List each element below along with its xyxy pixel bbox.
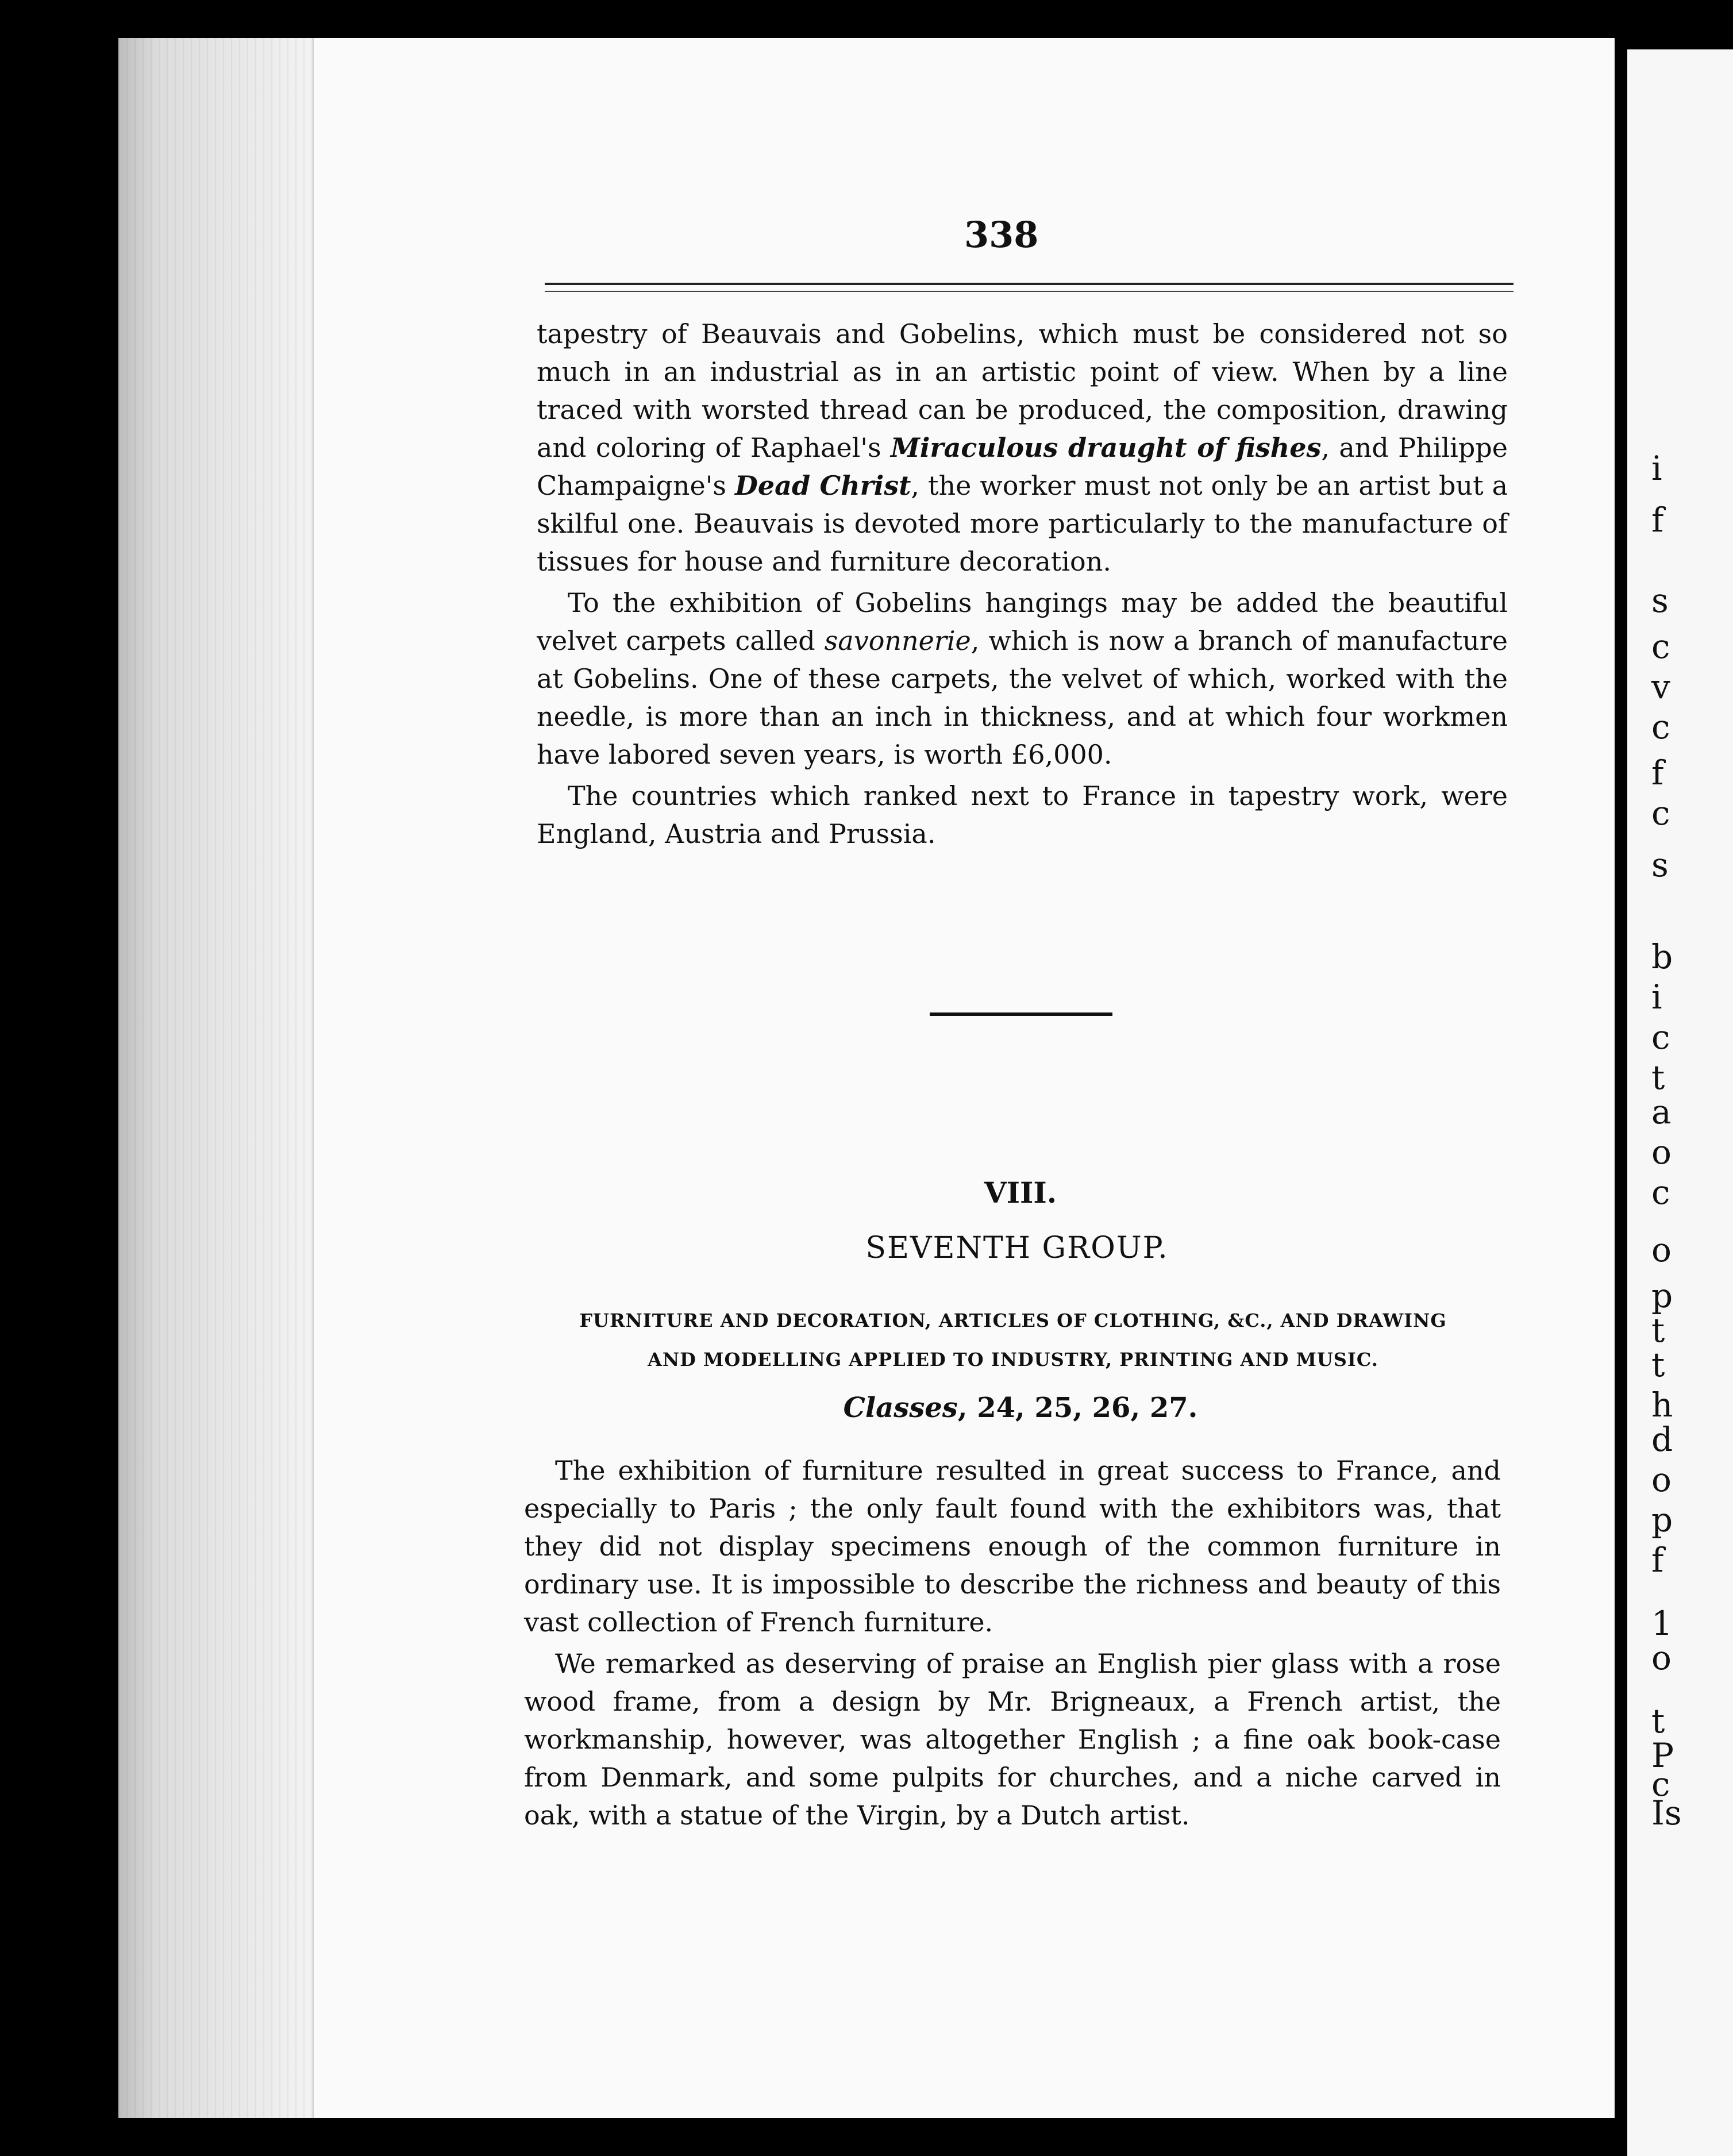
adjacent-page-letter: t [1651,1058,1665,1097]
section-classes: Classes, 24, 25, 26, 27. [843,1392,1198,1424]
section-divider [930,1012,1112,1016]
adjacent-page-letter: a [1651,1092,1672,1131]
adjacent-page-letter: c [1651,707,1670,746]
adjacent-page-letter: c [1651,794,1670,833]
adjacent-page-letter: P [1651,1736,1674,1775]
adjacent-page-letter: p [1651,1276,1673,1315]
term-savonnerie: savonnerie [824,625,971,656]
paragraph-pier-glass: We remarked as deserving of praise an English pier glass with a rose wood frame, from a design by Mr. Brigneaux, a French artist, the workmanship, however, was altogether English ; a fine oak book-case from Denmark, and some pulpits for churches, and a niche carved in oak, with a statue of the Virgin, by a Dutch artist. [524,1648,1501,1831]
header-rule [545,283,1514,292]
adjacent-page-letter: f [1651,500,1664,540]
adjacent-page-letter: o [1651,1133,1672,1172]
adjacent-page-letter: c [1651,1173,1670,1212]
section-subtitle [527,1301,1499,1379]
paragraph-gobelins-carpets: To the exhibition of Gobelins hangings may be added the beautiful velvet carpets called savonnerie, which is now a branch of manufacture at Gobelins. One of these carpets, the velvet of which, worked with the needle, is more than an inch in thickness, and at which four workmen have labored seven years, is worth £6,000. [537,587,1508,770]
section-subtitle-line-2: AND MODELLING APPLIED TO INDUSTRY, PRINTING AND MUSIC. [648,1349,1378,1370]
section-number: VIII. [984,1176,1057,1210]
adjacent-page-letter: o [1651,1460,1672,1499]
artwork-title-dead-christ: Dead Christ [735,470,911,501]
paragraph-tapestry: tapestry of Beauvais and Gobelins, which must be considered not so much in an industrial as in an artistic point of view. When by a line traced with worsted thread can be produced, the composition, drawing and coloring of Raphael's Miraculous draught of fishes, and Philippe Champaigne's Dead Christ, the worker must not only be an artist but a skilful one. Beauvais is devoted more particularly to the manufacture of tissues for house and furniture decoration. [537,318,1508,577]
adjacent-page-fragment [1627,49,1733,2156]
adjacent-page-letter: 1 [1651,1604,1673,1643]
adjacent-page-letter: o [1651,1230,1672,1269]
adjacent-page-letter: f [1651,1541,1664,1580]
section-title: SEVENTH GROUP. [865,1231,1169,1265]
adjacent-page-letter: h [1651,1385,1673,1424]
adjacent-page-letter: s [1651,581,1669,620]
intro-text-block [537,315,1508,853]
adjacent-page-letter: p [1651,1500,1673,1539]
adjacent-page-letter: t [1651,1311,1665,1350]
adjacent-page-letter: i [1651,449,1662,488]
page-number: 338 [964,214,1039,256]
section-subtitle-line-1: FURNITURE AND DECORATION, ARTICLES OF CLOTHING, &C., AND DRAWING [579,1310,1447,1331]
adjacent-page-letter: d [1651,1420,1673,1459]
adjacent-page-letter: c [1651,627,1670,666]
paragraph-countries: The countries which ranked next to France in tapestry work, were England, Austria and Prussia. [537,780,1508,849]
adjacent-page-letter: f [1651,753,1664,792]
artwork-title-miraculous-draught: Miraculous draught of fishes [890,432,1322,463]
adjacent-page-letter: v [1651,667,1670,706]
paragraph-furniture-exhibition: The exhibition of furniture resulted in great success to France, and especially to Paris ; the only fault found with the exhibitors was, that they did not display specimens enough of the common furniture in ordinary use. It is impossible to describe the richness and beauty of this vast collection of French furniture. [524,1455,1501,1638]
adjacent-page-letter: b [1651,937,1673,976]
adjacent-page-letter: Is [1651,1793,1682,1832]
adjacent-page-letter: c [1651,1018,1670,1057]
adjacent-page-letter: t [1651,1701,1665,1741]
book-page-edges [118,38,314,2118]
adjacent-page-letter: i [1651,977,1662,1017]
adjacent-page-letter: o [1651,1638,1672,1677]
adjacent-page-letter: s [1651,845,1669,884]
section-text-block [524,1452,1501,1834]
adjacent-page-letter: t [1651,1345,1665,1384]
adjacent-page-letter: c [1651,1765,1670,1804]
